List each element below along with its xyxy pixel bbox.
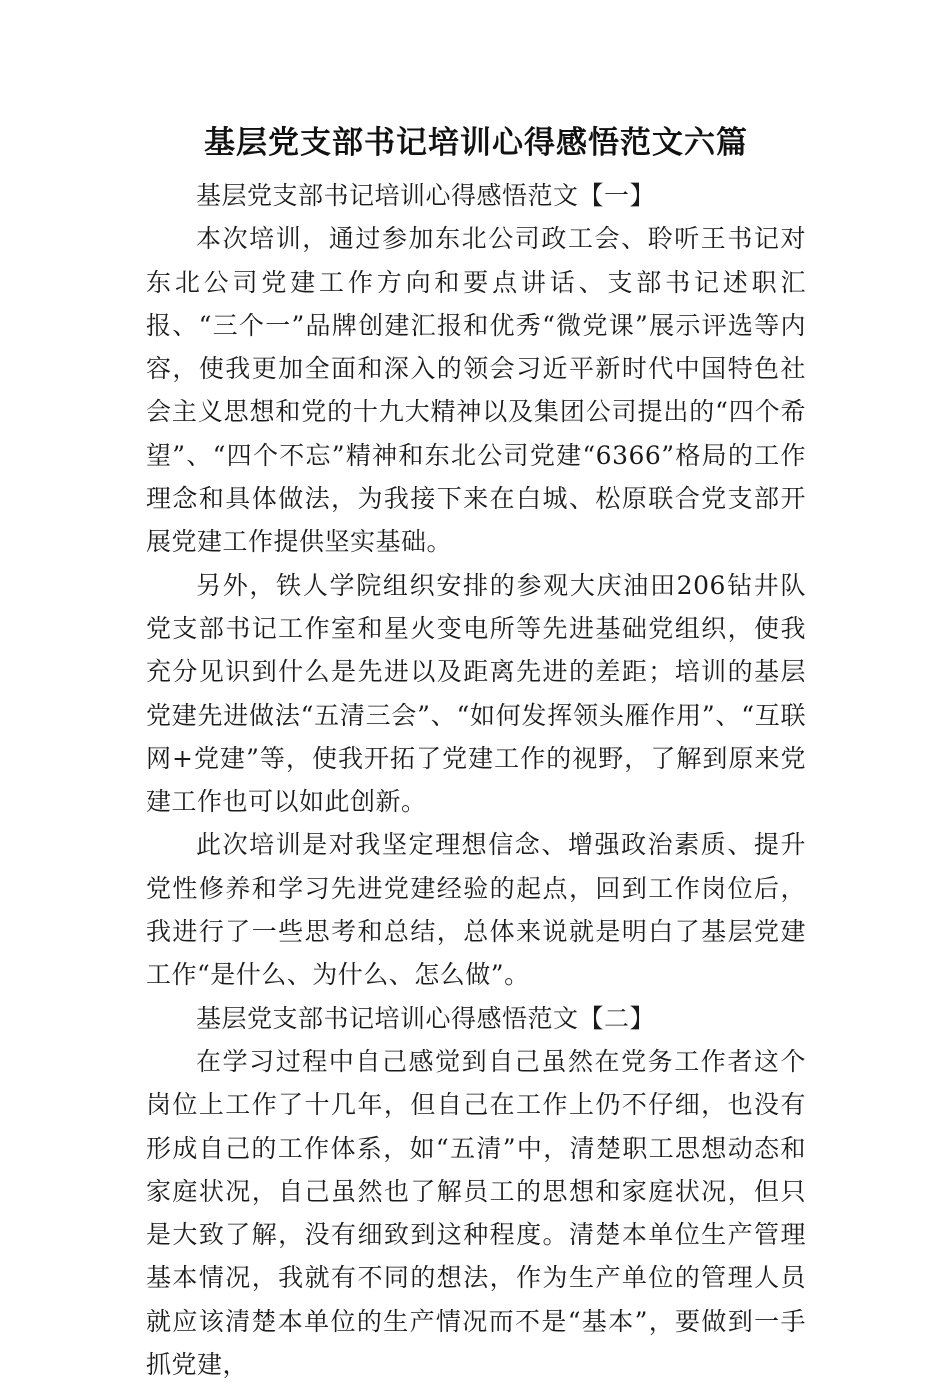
- section-heading-2: 基层党支部书记培训心得感悟范文【二】: [196, 1003, 656, 1033]
- paragraph: 另外，铁人学院组织安排的参观大庆油田206钻井队党支部书记工作室和星火变电所等先进基础党组织，使我充分见识到什么是先进以及距离先进的差距；培训的基层党建先进做法“五清三会”、“如何发挥领头雁作用”、“互联网+党建”等，使我开拓了党建工作的视野，了解到原来党建工作也可以如此创新。: [146, 570, 806, 817]
- paragraph: 本次培训，通过参加东北公司政工会、聆听王书记对东北公司党建工作方向和要点讲话、支部书记述职汇报、“三个一”品牌创建汇报和优秀“微党课”展示评选等内容，使我更加全面和深入的领会习近平新时代中国特色社会主义思想和党的十九大精神以及集团公司提出的“四个希望”、“四个不忘”精神和东北公司党建“6366”格局的工作理念和具体做法，为我接下来在白城、松原联合党支部开展党建工作提供坚实基础。: [146, 224, 806, 557]
- paragraph: 此次培训是对我坚定理想信念、增强政治素质、提升党性修养和学习先进党建经验的起点，回到工作岗位后，我进行了一些思考和总结，总体来说就是明白了基层党建工作“是什么、为什么、怎么做”。: [146, 830, 806, 990]
- document-body: [146, 118, 806, 1386]
- paragraph: 在学习过程中自己感觉到自己虽然在党务工作者这个岗位上工作了十几年，但自己在工作上仍不仔细，也没有形成自己的工作体系，如“五清”中，清楚职工思想动态和家庭状况，自己虽然也了解员工的思想和家庭状况，但只是大致了解，没有细致到这种程度。清楚本单位生产管理基本情况，我就有不同的想法，作为生产单位的管理人员就应该清楚本单位的生产情况而不是“基本”，要做到一手抓党建，: [146, 1046, 806, 1380]
- document-title: 基层党支部书记培训心得感悟范文六篇: [204, 125, 748, 161]
- section-heading-1: 基层党支部书记培训心得感悟范文【一】: [196, 181, 656, 210]
